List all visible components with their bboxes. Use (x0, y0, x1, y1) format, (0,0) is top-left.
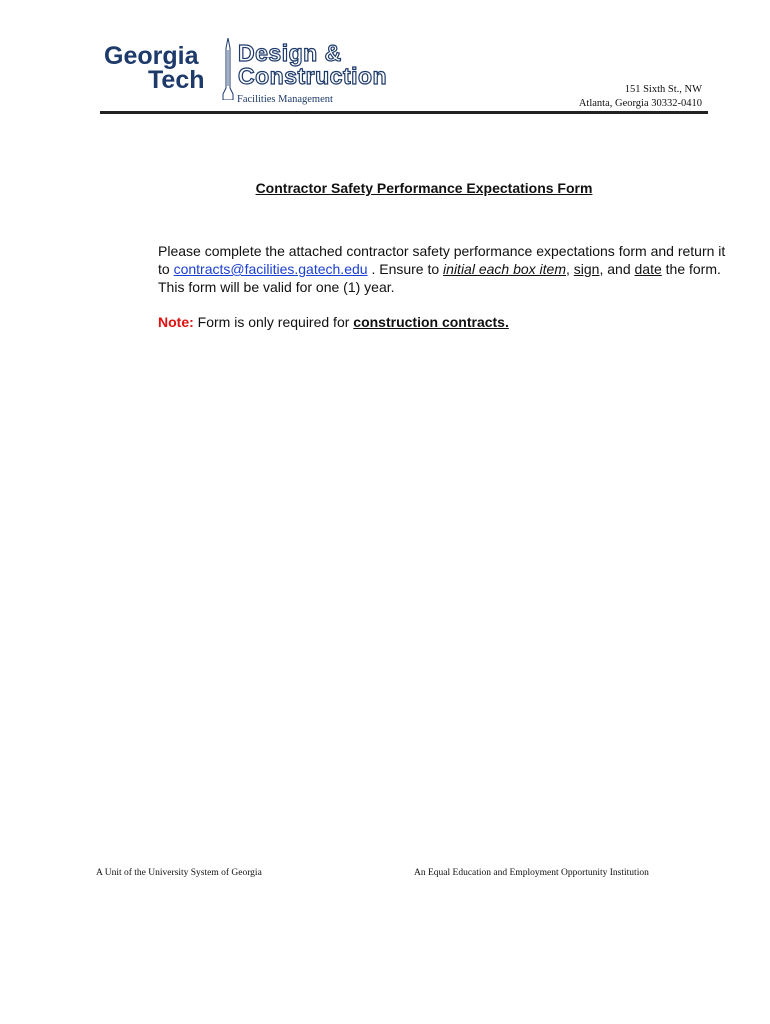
note-label: Note: (158, 314, 194, 330)
instructions-text-1: Please complete the attached contractor safety performance expectations form and return it to (158, 243, 726, 277)
note-line (158, 314, 509, 330)
instructions-paragraph (158, 242, 728, 296)
logo-design-text: Design & (238, 40, 342, 66)
instructions-text-4: , and (599, 261, 635, 277)
instructions-text-3: , (566, 261, 574, 277)
instructions-text-2: . Ensure to (367, 261, 444, 277)
footer-left: A Unit of the University System of Georgia (96, 868, 262, 878)
email-link[interactable]: contracts@facilities.gatech.edu (173, 261, 368, 277)
logo-design-construction (238, 42, 387, 88)
initial-emphasis: initial each box item (443, 261, 566, 277)
logo-construction-text: Construction (238, 63, 388, 89)
address-street: 151 Sixth St., NW (624, 84, 702, 95)
logo-facilities-management: Facilities Management (237, 94, 333, 105)
tower-icon (221, 38, 235, 100)
sign-emphasis: sign (573, 261, 600, 277)
address-city: Atlanta, Georgia 30332-0410 (578, 98, 702, 109)
header-divider (100, 111, 708, 114)
address-block (579, 83, 702, 111)
logo-georgia-text: Georgia (104, 42, 199, 70)
instructions-text-5: the form. This form will be valid for one (1) year. (158, 261, 721, 295)
note-text: Form is only required for (193, 314, 354, 330)
logo-tech-text: Tech (148, 66, 205, 94)
date-emphasis: date (634, 261, 662, 277)
footer-right: An Equal Education and Employment Opportunity Institution (414, 868, 649, 878)
form-title: Contractor Safety Performance Expectations Form (255, 180, 593, 196)
gt-design-construction-logo (104, 38, 424, 110)
logo-georgia-tech (104, 44, 205, 92)
note-emphasis: construction contracts. (353, 314, 509, 330)
